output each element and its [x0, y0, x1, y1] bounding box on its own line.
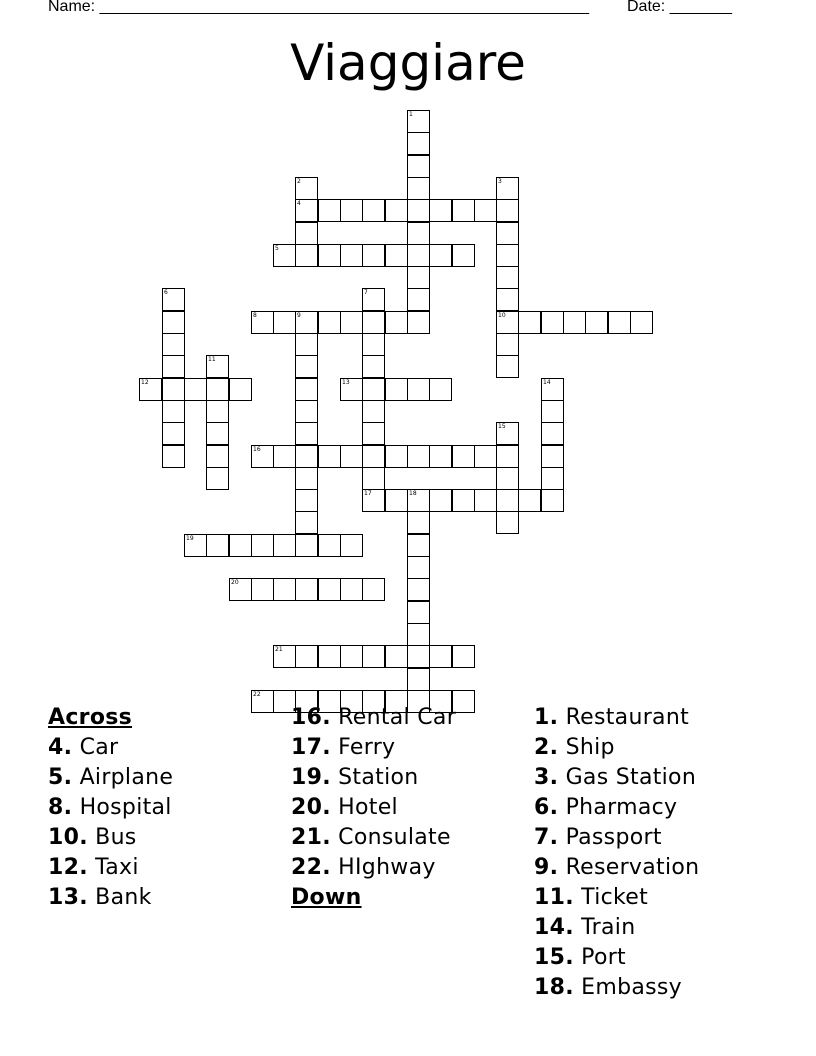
grid-cell[interactable]: [496, 244, 519, 267]
page-title: Viaggiare: [290, 34, 526, 92]
grid-cell[interactable]: [295, 222, 318, 245]
clue-number: 17: [364, 490, 372, 497]
clue-item-text: Bus: [95, 825, 137, 850]
clue-item: [48, 883, 173, 913]
clue-item-number: 10.: [48, 825, 88, 850]
grid-cell[interactable]: [407, 199, 430, 222]
grid-cell[interactable]: [407, 110, 430, 133]
grid-cell[interactable]: [407, 177, 430, 200]
grid-cell[interactable]: [206, 467, 229, 490]
grid-cell[interactable]: [340, 311, 363, 334]
grid-cell[interactable]: [251, 578, 274, 601]
grid-cell[interactable]: [295, 378, 318, 401]
grid-cell[interactable]: [318, 311, 341, 334]
clue-item: [534, 913, 699, 943]
clue-number: 9: [297, 312, 301, 319]
grid-cell[interactable]: [295, 333, 318, 356]
grid-cell[interactable]: [362, 244, 385, 267]
grid-cell[interactable]: [496, 511, 519, 534]
clue-item-text: Airplane: [79, 765, 174, 790]
grid-cell[interactable]: [429, 378, 452, 401]
grid-cell[interactable]: [318, 199, 341, 222]
grid-cell[interactable]: [340, 534, 363, 557]
grid-cell[interactable]: [362, 378, 385, 401]
grid-cell[interactable]: [273, 534, 296, 557]
grid-cell[interactable]: [295, 445, 318, 468]
grid-cell[interactable]: [251, 690, 274, 713]
clue-number: 13: [342, 379, 350, 386]
grid-cell[interactable]: [452, 645, 475, 668]
clue-number: 4: [297, 200, 301, 207]
grid-cell[interactable]: [541, 311, 564, 334]
clue-item-number: 5.: [48, 765, 73, 790]
grid-cell[interactable]: [496, 467, 519, 490]
clue-number: 20: [231, 579, 239, 586]
grid-cell[interactable]: [563, 311, 586, 334]
grid-cell[interactable]: [162, 445, 185, 468]
grid-cell[interactable]: [385, 489, 408, 512]
grid-cell[interactable]: [162, 400, 185, 423]
grid-cell[interactable]: [362, 311, 385, 334]
clue-number: 12: [141, 379, 149, 386]
grid-cell[interactable]: [407, 489, 430, 512]
grid-cell[interactable]: [407, 601, 430, 624]
clue-number: 21: [275, 646, 283, 653]
grid-cell[interactable]: [162, 288, 185, 311]
clue-item-number: 6.: [534, 795, 559, 820]
clue-number: 1: [409, 111, 413, 118]
grid-cell[interactable]: [541, 378, 564, 401]
clue-item-text: HIghway: [338, 855, 436, 880]
clue-item-number: 17.: [291, 735, 331, 760]
clue-item-number: 1.: [534, 705, 559, 730]
grid-cell[interactable]: [295, 199, 318, 222]
grid-cell[interactable]: [229, 578, 252, 601]
clue-item: [48, 853, 173, 883]
grid-cell[interactable]: [541, 467, 564, 490]
clue-item-text: Station: [338, 765, 419, 790]
grid-cell[interactable]: [340, 244, 363, 267]
grid-cell[interactable]: [273, 445, 296, 468]
grid-cell[interactable]: [362, 288, 385, 311]
grid-cell[interactable]: [385, 645, 408, 668]
grid-cell[interactable]: [541, 400, 564, 423]
clue-item: [48, 823, 173, 853]
grid-cell[interactable]: [429, 244, 452, 267]
clue-item-text: Restaurant: [565, 705, 690, 730]
clue-number: 22: [253, 691, 261, 698]
grid-cell[interactable]: [385, 199, 408, 222]
grid-cell[interactable]: [407, 266, 430, 289]
grid-cell[interactable]: [407, 244, 430, 267]
grid-cell[interactable]: [407, 623, 430, 646]
clue-item: [48, 733, 173, 763]
grid-cell[interactable]: [362, 467, 385, 490]
grid-cell[interactable]: [206, 422, 229, 445]
grid-cell[interactable]: [295, 355, 318, 378]
clue-item: [534, 853, 699, 883]
grid-cell[interactable]: [162, 311, 185, 334]
grid-cell[interactable]: [385, 244, 408, 267]
grid-cell[interactable]: [496, 177, 519, 200]
grid-cell[interactable]: [452, 489, 475, 512]
clue-item-number: 9.: [534, 855, 559, 880]
clue-section-heading: Across: [48, 705, 133, 730]
grid-cell[interactable]: [496, 311, 519, 334]
clue-item-text: Gas Station: [565, 765, 697, 790]
grid-cell[interactable]: [385, 445, 408, 468]
grid-cell[interactable]: [452, 244, 475, 267]
clue-item: [534, 703, 699, 733]
grid-cell[interactable]: [407, 556, 430, 579]
clue-item-number: 12.: [48, 855, 88, 880]
clue-item-text: Hotel: [338, 795, 398, 820]
grid-cell[interactable]: [407, 311, 430, 334]
clue-item-text: Taxi: [95, 855, 139, 880]
grid-cell[interactable]: [318, 244, 341, 267]
clue-number: 7: [364, 289, 368, 296]
clue-number: 3: [498, 178, 502, 185]
clue-item: [48, 793, 173, 823]
grid-cell[interactable]: [295, 311, 318, 334]
grid-cell[interactable]: [407, 378, 430, 401]
clue-item: [291, 793, 456, 823]
clue-item-number: 2.: [534, 735, 559, 760]
grid-cell[interactable]: [295, 578, 318, 601]
grid-cell[interactable]: [407, 645, 430, 668]
clue-number: 15: [498, 423, 506, 430]
clue-item: [291, 703, 456, 733]
clue-item-text: Pharmacy: [565, 795, 678, 820]
grid-cell[interactable]: [229, 534, 252, 557]
grid-cell[interactable]: [541, 445, 564, 468]
grid-cell[interactable]: [318, 578, 341, 601]
grid-cell[interactable]: [362, 355, 385, 378]
grid-cell[interactable]: [295, 400, 318, 423]
clue-item: [291, 853, 456, 883]
grid-cell[interactable]: [340, 199, 363, 222]
clue-item: [48, 763, 173, 793]
grid-cell[interactable]: [429, 199, 452, 222]
clue-item-number: 11.: [534, 885, 574, 910]
grid-cell[interactable]: [340, 578, 363, 601]
clue-item-number: 16.: [291, 705, 331, 730]
grid-cell[interactable]: [162, 355, 185, 378]
grid-cell[interactable]: [318, 645, 341, 668]
grid-cell[interactable]: [474, 445, 497, 468]
grid-cell[interactable]: [295, 489, 318, 512]
grid-cell[interactable]: [206, 378, 229, 401]
grid-cell[interactable]: [295, 511, 318, 534]
clue-item-text: Rental Car: [338, 705, 457, 730]
clue-number: 10: [498, 312, 506, 319]
grid-cell[interactable]: [429, 489, 452, 512]
grid-cell[interactable]: [318, 534, 341, 557]
grid-cell[interactable]: [541, 489, 564, 512]
grid-cell[interactable]: [496, 489, 519, 512]
clue-item: [291, 733, 456, 763]
grid-cell[interactable]: [608, 311, 631, 334]
grid-cell[interactable]: [184, 378, 207, 401]
grid-cell[interactable]: [385, 311, 408, 334]
clue-number: 16: [253, 446, 261, 453]
grid-cell[interactable]: [496, 222, 519, 245]
grid-cell[interactable]: [496, 422, 519, 445]
grid-cell[interactable]: [340, 378, 363, 401]
clue-item-number: 8.: [48, 795, 73, 820]
grid-cell[interactable]: [340, 445, 363, 468]
grid-cell[interactable]: [273, 311, 296, 334]
clues-column-2: [291, 703, 456, 913]
clue-item-text: Ticket: [581, 885, 649, 910]
clue-item-number: 4.: [48, 735, 73, 760]
grid-cell[interactable]: [496, 445, 519, 468]
grid-cell[interactable]: [206, 400, 229, 423]
grid-cell[interactable]: [251, 534, 274, 557]
clue-item-number: 14.: [534, 915, 574, 940]
grid-cell[interactable]: [407, 132, 430, 155]
grid-cell[interactable]: [474, 489, 497, 512]
clue-item-number: 20.: [291, 795, 331, 820]
grid-cell[interactable]: [362, 422, 385, 445]
grid-cell[interactable]: [496, 199, 519, 222]
grid-cell[interactable]: [496, 266, 519, 289]
grid-cell[interactable]: [295, 422, 318, 445]
grid-cell[interactable]: [162, 422, 185, 445]
grid-cell[interactable]: [362, 400, 385, 423]
clue-number: 19: [186, 535, 194, 542]
grid-cell[interactable]: [630, 311, 653, 334]
grid-cell[interactable]: [541, 422, 564, 445]
clue-item-text: Passport: [565, 825, 662, 850]
grid-cell[interactable]: [362, 199, 385, 222]
clue-number: 14: [543, 379, 551, 386]
grid-cell[interactable]: [251, 445, 274, 468]
clues-column-3: [534, 703, 699, 1003]
grid-cell[interactable]: [295, 177, 318, 200]
grid-cell[interactable]: [273, 578, 296, 601]
clue-item: [534, 883, 699, 913]
clue-item: [534, 733, 699, 763]
grid-cell[interactable]: [229, 378, 252, 401]
grid-cell[interactable]: [362, 445, 385, 468]
clue-number: 6: [164, 289, 168, 296]
grid-cell[interactable]: [362, 333, 385, 356]
clue-section-heading: Down: [291, 885, 362, 910]
grid-cell[interactable]: [184, 534, 207, 557]
clue-item-number: 22.: [291, 855, 331, 880]
grid-cell[interactable]: [452, 445, 475, 468]
grid-cell[interactable]: [407, 578, 430, 601]
clue-item-text: Hospital: [79, 795, 172, 820]
clue-item-text: Ship: [565, 735, 615, 760]
grid-cell[interactable]: [407, 668, 430, 691]
grid-cell[interactable]: [429, 445, 452, 468]
grid-cell[interactable]: [496, 288, 519, 311]
clue-item-number: 3.: [534, 765, 559, 790]
grid-cell[interactable]: [139, 378, 162, 401]
grid-cell[interactable]: [295, 244, 318, 267]
clue-number: 18: [409, 490, 417, 497]
clue-number: 8: [253, 312, 257, 319]
grid-cell[interactable]: [429, 645, 452, 668]
grid-cell[interactable]: [206, 445, 229, 468]
grid-cell[interactable]: [206, 534, 229, 557]
grid-cell[interactable]: [273, 244, 296, 267]
grid-cell[interactable]: [407, 155, 430, 178]
grid-cell[interactable]: [407, 534, 430, 557]
clues-column-1: [48, 703, 173, 913]
clue-number: 2: [297, 178, 301, 185]
grid-cell[interactable]: [407, 222, 430, 245]
clue-number: 11: [208, 356, 216, 363]
clue-item-text: Embassy: [581, 975, 682, 1000]
clue-item-text: Reservation: [565, 855, 700, 880]
grid-cell[interactable]: [474, 199, 497, 222]
grid-cell[interactable]: [385, 378, 408, 401]
clue-item-text: Bank: [95, 885, 152, 910]
clue-item-number: 19.: [291, 765, 331, 790]
grid-cell[interactable]: [162, 378, 185, 401]
grid-cell[interactable]: [340, 645, 363, 668]
clue-number: 5: [275, 245, 279, 252]
grid-cell[interactable]: [295, 645, 318, 668]
grid-cell[interactable]: [295, 467, 318, 490]
grid-cell[interactable]: [407, 288, 430, 311]
clue-item-number: 21.: [291, 825, 331, 850]
clue-item-text: Consulate: [338, 825, 451, 850]
clue-item-text: Ferry: [338, 735, 396, 760]
grid-cell[interactable]: [251, 311, 274, 334]
clue-item-text: Train: [581, 915, 636, 940]
grid-cell[interactable]: [273, 645, 296, 668]
clue-item: [534, 973, 699, 1003]
clue-item: [534, 943, 699, 973]
grid-cell[interactable]: [452, 199, 475, 222]
clue-item: [291, 763, 456, 793]
grid-cell[interactable]: [407, 445, 430, 468]
name-field-label: Name: _______________________________________________________: [48, 0, 589, 15]
clue-item-number: 18.: [534, 975, 574, 1000]
clue-item: [534, 793, 699, 823]
grid-cell[interactable]: [362, 489, 385, 512]
grid-cell[interactable]: [518, 489, 541, 512]
grid-cell[interactable]: [407, 511, 430, 534]
clue-item: [534, 763, 699, 793]
grid-cell[interactable]: [362, 645, 385, 668]
grid-cell[interactable]: [295, 534, 318, 557]
grid-cell[interactable]: [162, 333, 185, 356]
clue-item-text: Car: [79, 735, 119, 760]
clue-item-number: 7.: [534, 825, 559, 850]
grid-cell[interactable]: [318, 445, 341, 468]
clue-item: [534, 823, 699, 853]
grid-cell[interactable]: [585, 311, 608, 334]
grid-cell[interactable]: [496, 333, 519, 356]
clue-item-number: 13.: [48, 885, 88, 910]
grid-cell[interactable]: [518, 311, 541, 334]
clue-item: [291, 823, 456, 853]
grid-cell[interactable]: [496, 355, 519, 378]
grid-cell[interactable]: [362, 578, 385, 601]
clue-item-number: 15.: [534, 945, 574, 970]
date-field-label: Date: _______: [627, 0, 732, 15]
grid-cell[interactable]: [206, 355, 229, 378]
clue-item-text: Port: [581, 945, 626, 970]
